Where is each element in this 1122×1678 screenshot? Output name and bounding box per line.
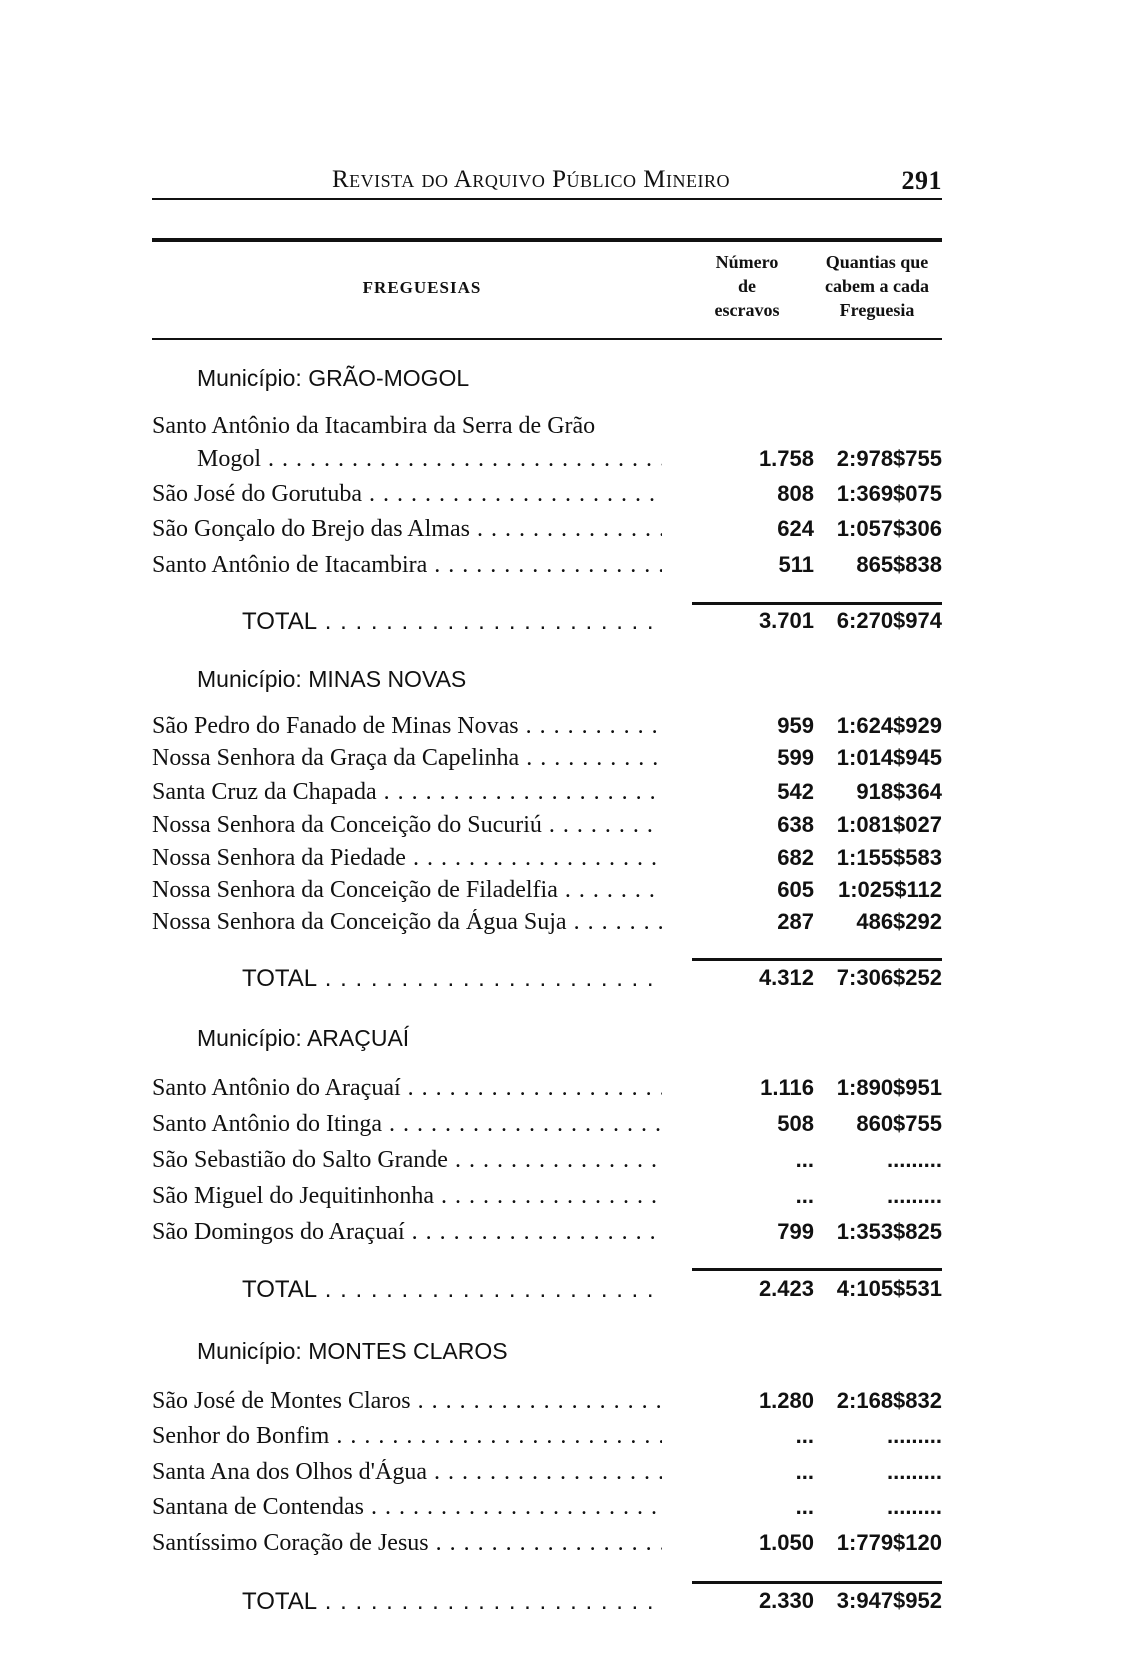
freguesia-name: Santana de Contendas . . . — [152, 1494, 662, 1521]
quantia: ......... — [886, 1183, 942, 1208]
column-header-numero — [682, 250, 812, 322]
running-title: Revista do Arquivo Público Mineiro — [332, 166, 731, 193]
freguesia-name: São Domingos do Araçuaí . . . — [152, 1219, 662, 1246]
quantia: 860$755 — [856, 1111, 942, 1136]
freguesia-name: Santa Ana dos Olhos d'Água . . . — [152, 1459, 662, 1486]
total-row — [152, 1276, 942, 1310]
table-row — [152, 1219, 942, 1253]
quantia: 1:779$120 — [836, 1530, 942, 1555]
sum-rule-quantia — [820, 958, 942, 961]
column-header-quantias-line3: Freguesia — [839, 300, 915, 320]
numero-escravos: 508 — [777, 1111, 814, 1136]
freguesia-name: Nossa Senhora da Conceição de Filadelfia . . . — [152, 877, 662, 904]
column-header-quantias-line1: Quantias que — [825, 252, 929, 272]
municipio-heading: Município: ARAÇUAÍ — [197, 1025, 410, 1051]
column-header-numero-line2: de — [738, 276, 756, 296]
numero-escravos: 808 — [777, 481, 814, 506]
municipio-heading: Município: MONTES CLAROS — [197, 1338, 508, 1364]
column-header-numero-line3: escravos — [714, 300, 780, 320]
sum-rule-numero — [692, 602, 822, 605]
freguesia-name: Santo Antônio do Araçuaí . . . — [152, 1075, 662, 1102]
table-row — [152, 1494, 942, 1528]
table-top-rule — [152, 238, 942, 242]
quantia: 1:081$027 — [836, 812, 942, 837]
numero-escravos: 682 — [777, 845, 814, 870]
numero-escravos: ... — [795, 1459, 814, 1484]
quantia: 1:025$112 — [838, 877, 942, 902]
table-row — [152, 552, 942, 586]
table-row — [152, 909, 942, 943]
numero-escravos: 542 — [777, 779, 814, 804]
table-row — [152, 812, 942, 846]
quantia: 486$292 — [856, 909, 942, 934]
table-row — [152, 779, 942, 813]
quantia: 1:014$945 — [836, 745, 942, 770]
total-quantia: 6:270$974 — [836, 608, 942, 633]
quantia: 918$364 — [856, 779, 942, 804]
sum-rule-quantia — [820, 602, 942, 605]
table-row — [152, 1147, 942, 1181]
total-label: TOTAL . . . — [242, 965, 662, 993]
quantia: ......... — [886, 1494, 942, 1519]
table-row — [152, 845, 942, 879]
freguesia-name: Santo Antônio da Itacambira da Serra de Grão — [152, 413, 596, 439]
total-row — [152, 1588, 942, 1622]
column-header-numero-line1: Número — [715, 252, 779, 272]
column-header-quantias — [802, 250, 952, 322]
header-rule — [152, 198, 942, 200]
total-label: TOTAL . . . — [242, 1276, 662, 1304]
sum-rule-numero — [692, 958, 822, 961]
quantia: ......... — [886, 1147, 942, 1172]
numero-escravos: 799 — [777, 1219, 814, 1244]
municipio-heading: Município: MINAS NOVAS — [197, 666, 467, 692]
freguesia-name: São Sebastião do Salto Grande . . . — [152, 1147, 662, 1174]
table-row — [152, 1530, 942, 1564]
total-row — [152, 965, 942, 999]
total-numero: 4.312 — [758, 965, 814, 990]
table-row — [152, 1459, 942, 1493]
numero-escravos: 605 — [777, 877, 814, 902]
freguesia-name: Nossa Senhora da Conceição da Água Suja . . . — [152, 909, 662, 936]
municipio-heading: Município: GRÃO-MOGOL — [197, 365, 470, 391]
freguesia-name: Santo Antônio de Itacambira . . . — [152, 552, 662, 579]
column-header-rule — [152, 338, 942, 340]
quantia: ......... — [886, 1459, 942, 1484]
numero-escravos: 1.116 — [760, 1075, 814, 1100]
quantia: ......... — [886, 1423, 942, 1448]
table-row — [152, 1075, 942, 1109]
table-row — [152, 1423, 942, 1457]
freguesia-name: São José de Montes Claros . . . — [152, 1388, 662, 1415]
table-row — [152, 446, 942, 480]
freguesia-name: Santíssimo Coração de Jesus . . . — [152, 1530, 662, 1557]
total-numero: 2.330 — [758, 1588, 814, 1613]
numero-escravos: ... — [795, 1423, 814, 1448]
running-head — [152, 166, 942, 200]
total-label: TOTAL . . . — [242, 1588, 662, 1616]
numero-escravos: 1.758 — [758, 446, 814, 471]
freguesia-name: São José do Gorutuba . . . — [152, 481, 662, 508]
freguesia-name: Santa Cruz da Chapada . . . — [152, 779, 662, 806]
table-row — [152, 516, 942, 550]
numero-escravos: 959 — [777, 713, 814, 738]
freguesia-name: Mogol . . . — [197, 446, 662, 473]
numero-escravos: 1.050 — [758, 1530, 814, 1555]
table-row — [152, 413, 942, 447]
numero-escravos: 624 — [777, 516, 814, 541]
numero-escravos: 599 — [777, 745, 814, 770]
table-row — [152, 713, 942, 747]
numero-escravos: 1.280 — [758, 1388, 814, 1413]
column-header-freguesias — [152, 276, 692, 300]
quantia: 2:168$832 — [836, 1388, 942, 1413]
freguesia-name: Santo Antônio do Itinga . . . — [152, 1111, 662, 1138]
table-row — [152, 481, 942, 515]
table-row — [152, 745, 942, 779]
column-header-quantias-line2: cabem a cada — [825, 276, 929, 296]
table-row — [152, 1111, 942, 1145]
table-row — [152, 877, 942, 911]
numero-escravos: 287 — [777, 909, 814, 934]
freguesia-name: Nossa Senhora da Graça da Capelinha . . . — [152, 745, 662, 772]
page-number: 291 — [901, 166, 942, 195]
sum-rule-quantia — [820, 1581, 942, 1584]
numero-escravos: ... — [795, 1183, 814, 1208]
total-row — [152, 608, 942, 642]
total-quantia: 3:947$952 — [836, 1588, 942, 1613]
quantia: 1:890$951 — [836, 1075, 942, 1100]
table-row — [152, 1183, 942, 1217]
quantia: 1:057$306 — [836, 516, 942, 541]
numero-escravos: 638 — [777, 812, 814, 837]
quantia: 865$838 — [856, 552, 942, 577]
numero-escravos: 511 — [778, 552, 814, 577]
total-quantia: 4:105$531 — [836, 1276, 942, 1301]
freguesia-name: São Pedro do Fanado de Minas Novas . . . — [152, 713, 662, 740]
quantia: 2:978$755 — [836, 446, 942, 471]
sum-rule-quantia — [820, 1268, 942, 1271]
total-quantia: 7:306$252 — [836, 965, 942, 990]
table-row — [152, 1388, 942, 1422]
numero-escravos: ... — [795, 1494, 814, 1519]
freguesia-name: São Miguel do Jequitinhonha . . . — [152, 1183, 662, 1210]
quantia: 1:353$825 — [836, 1219, 942, 1244]
freguesia-name: São Gonçalo do Brejo das Almas . . . — [152, 516, 662, 543]
sum-rule-numero — [692, 1268, 822, 1271]
total-numero: 3.701 — [758, 608, 814, 633]
total-label: TOTAL . . . — [242, 608, 662, 636]
freguesia-name: Nossa Senhora da Conceição do Sucuriú . . . — [152, 812, 662, 839]
sum-rule-numero — [692, 1581, 822, 1584]
total-numero: 2.423 — [758, 1276, 814, 1301]
quantia: 1:624$929 — [836, 713, 942, 738]
freguesia-name: Nossa Senhora da Piedade . . . — [152, 845, 662, 872]
numero-escravos: ... — [795, 1147, 814, 1172]
quantia: 1:155$583 — [836, 845, 942, 870]
column-header-freguesias-text: FREGUESIAS — [362, 278, 482, 297]
freguesia-name: Senhor do Bonfim . . . — [152, 1423, 662, 1450]
quantia: 1:369$075 — [836, 481, 942, 506]
